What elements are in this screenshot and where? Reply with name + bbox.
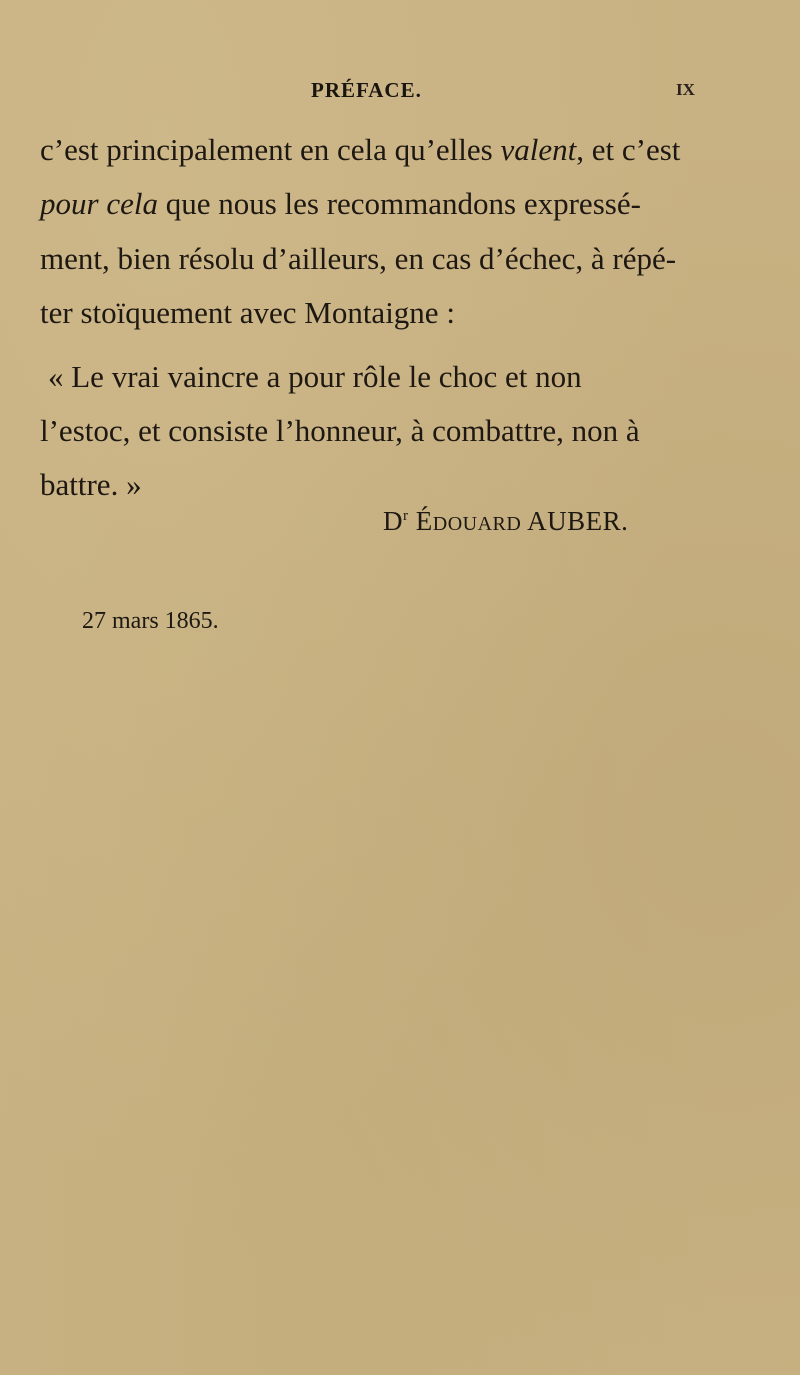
signature-surname: AUBER. <box>527 506 629 536</box>
text-segment: , et c’est <box>576 132 681 167</box>
text-segment: c’est principalement en cela qu’elles <box>40 132 501 167</box>
signature-first-initial: É <box>415 506 433 536</box>
signature-first-rest: DOUARD <box>432 513 522 535</box>
quote-line-1 <box>48 358 718 396</box>
quote-line-2 <box>40 412 710 450</box>
text-segment: ter stoïquement avec Montaigne : <box>40 295 455 330</box>
signature <box>383 506 628 537</box>
text-segment: l’estoc, et consiste l’honneur, à combattre, non à <box>40 413 640 448</box>
text-segment: « Le vrai vaincre a pour rôle le choc et non <box>48 359 582 394</box>
text-segment: battre. » <box>40 467 142 502</box>
date: 27 mars 1865. <box>82 608 219 634</box>
signature-title-sup: r <box>403 508 409 524</box>
text-line-1 <box>40 131 710 169</box>
italic-segment: pour cela <box>40 186 158 221</box>
text-segment: que nous les recommandons expressé- <box>157 186 641 221</box>
text-line-2 <box>40 185 710 223</box>
text-line-4 <box>40 294 710 332</box>
quote-line-3 <box>40 466 710 504</box>
text-segment: ment, bien résolu d’ailleurs, en cas d’échec, à répé- <box>40 241 677 276</box>
running-title: PRÉFACE. <box>311 78 422 102</box>
italic-segment: valent <box>500 132 577 167</box>
running-head <box>0 78 800 108</box>
page-number: IX <box>676 80 695 99</box>
text-line-3 <box>40 240 710 278</box>
signature-title: D <box>383 506 403 536</box>
